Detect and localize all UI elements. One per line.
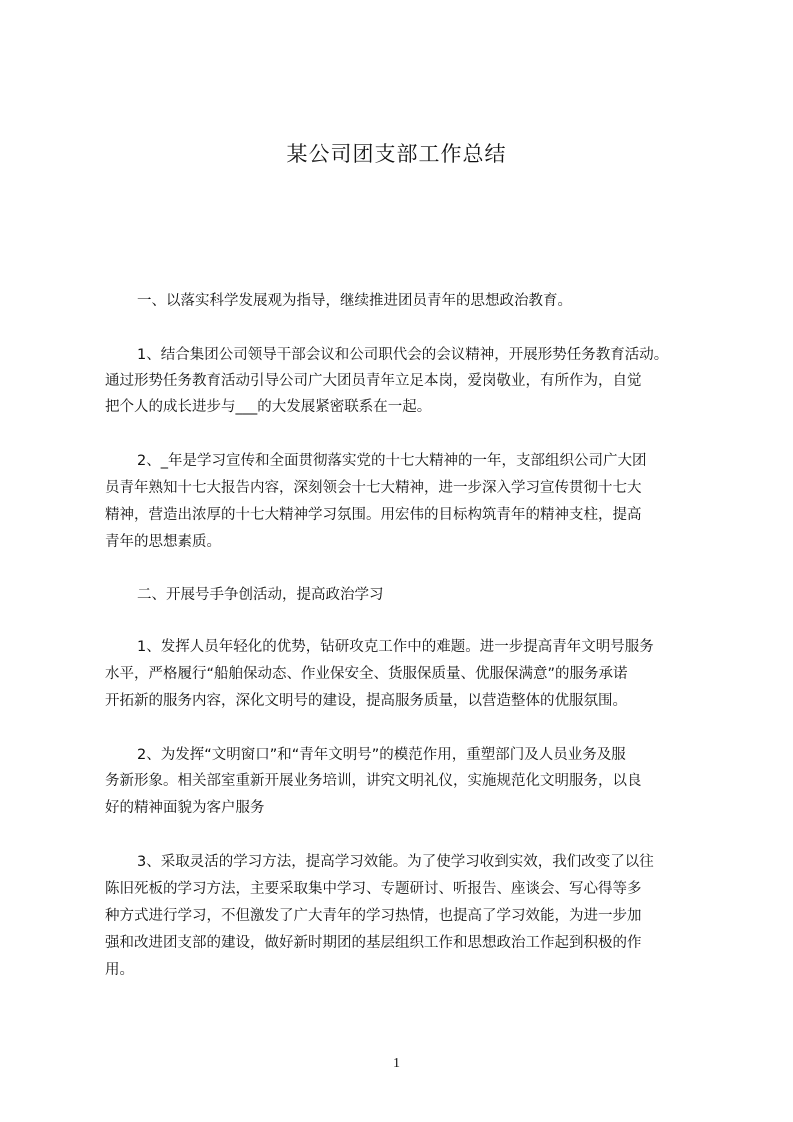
paragraph-5-line-3: 种方式进行学习，不但激发了广大青年的学习热情，也提高了学习效能，为进一步加 — [105, 908, 642, 924]
paragraph-2-line-4: 青年的思想素质。 — [105, 534, 221, 550]
paragraph-3-line-3: 开拓新的服务内容，深化文明号的建设，提高服务质量，以营造整体的优服氛围。 — [105, 693, 627, 709]
paragraph-5-line-5: 用。 — [105, 962, 134, 978]
paragraph-2-line-3: 精神，营造出浓厚的十七大精神学习氛围。用宏伟的目标构筑青年的精神支柱，提高 — [105, 507, 642, 523]
document-title: 某公司团支部工作总结 — [286, 142, 507, 166]
paragraph-4-line-1: 2、为发挥“文明窗口”和“青年文明号”的模范作用，重塑部门及人员业务及服 — [137, 747, 626, 763]
paragraph-1-line-2: 通过形势任务教育活动引导公司广大团员青年立足本岗，爱岗敬业，有所作为，自觉 — [105, 373, 642, 389]
paragraph-1-line-1: 1、结合集团公司领导干部会议和公司职代会的会议精神，开展形势任务教育活动。 — [137, 347, 669, 363]
section-heading-2: 二、开展号手争创活动，提高政治学习 — [137, 587, 384, 603]
section-heading-1: 一、以落实科学发展观为指导，继续推进团员青年的思想政治教育。 — [137, 293, 572, 309]
paragraph-3-line-1: 1、发挥人员年轻化的优势，钻研攻克工作中的难题。进一步提高青年文明号服务 — [137, 639, 654, 655]
paragraph-4-line-2: 务新形象。相关部室重新开展业务培训，讲究文明礼仪，实施规范化文明服务，以良 — [105, 773, 642, 789]
paragraph-5-line-2: 陈旧死板的学习方法，主要采取集中学习、专题研讨、听报告、座谈会、写心得等多 — [105, 881, 642, 897]
page-number: 1 — [393, 1056, 400, 1071]
paragraph-2-line-1: 2、_年是学习宣传和全面贯彻落实党的十七大精神的一年，支部组织公司广大团 — [137, 453, 647, 469]
paragraph-4-line-3: 好的精神面貌为客户服务 — [105, 800, 265, 816]
paragraph-5-line-1: 3、采取灵活的学习方法，提高学习效能。为了使学习收到实效，我们改变了以往 — [137, 854, 654, 870]
paragraph-5-line-4: 强和改进团支部的建设，做好新时期团的基层组织工作和思想政治工作起到积极的作 — [105, 935, 642, 951]
paragraph-2-line-2: 员青年熟知十七大报告内容，深刻领会十七大精神，进一步深入学习宣传贯彻十七大 — [105, 480, 642, 496]
paragraph-3-line-2: 水平，严格履行“船舶保动态、作业保安全、货服保质量、优服保满意”的服务承诺 — [105, 666, 628, 682]
paragraph-1-line-3: 把个人的成长进步与___的大发展紧密联系在一起。 — [105, 399, 432, 415]
